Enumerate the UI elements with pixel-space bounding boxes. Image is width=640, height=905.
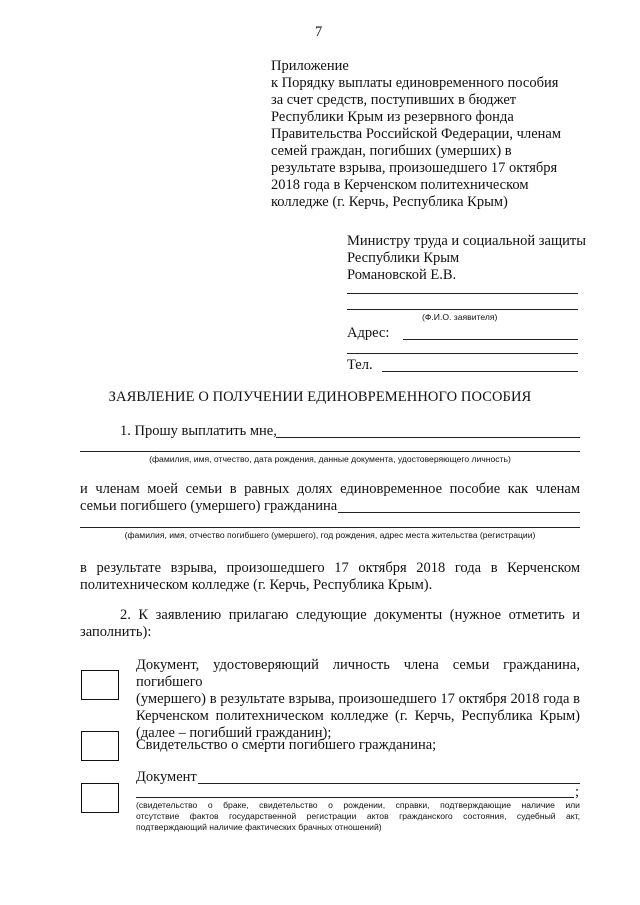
appendix-line: семей граждан, погибших (умерших) в xyxy=(271,143,512,159)
other-document-label: Документ xyxy=(136,769,197,785)
applicant-field-1[interactable] xyxy=(276,437,580,438)
addressee-line: Министру труда и социальной защиты xyxy=(347,233,586,249)
appendix-line: колледже (г. Керчь, Республика Крым) xyxy=(271,194,508,210)
identity-doc-line: (далее – погибший гражданин); xyxy=(136,725,332,741)
death-certificate-checkbox[interactable] xyxy=(81,731,119,761)
page-number: 7 xyxy=(315,24,323,40)
applicant-name-field-1[interactable] xyxy=(347,293,578,294)
appendix-line: Республики Крым из резервного фонда xyxy=(271,109,514,125)
other-document-caption-line: подтверждающий наличие фактических брачных отношений) xyxy=(136,822,382,832)
form-title: ЗАЯВЛЕНИЕ О ПОЛУЧЕНИИ ЕДИНОВРЕМЕННОГО ПОСОБИЯ xyxy=(108,389,532,405)
appendix-line: за счет средств, поступивших в бюджет xyxy=(271,92,517,108)
identity-doc-line: Документ, удостоверяющий личность члена семьи гражданина, погибшего xyxy=(136,657,580,690)
other-document-field-2[interactable] xyxy=(136,797,574,798)
deceased-field-2[interactable] xyxy=(80,527,580,528)
explosion-text: в результате взрыва, произошедшего 17 октября 2018 года в Керченском xyxy=(80,560,580,576)
addressee-line: Романовской Е.В. xyxy=(347,267,457,283)
identity-doc-text xyxy=(136,657,580,742)
identity-doc-checkbox[interactable] xyxy=(81,670,119,700)
appendix-line: 2018 года в Керченском политехническом xyxy=(271,177,529,193)
other-document-caption-line: (свидетельство о браке, свидетельство о рождении, справки, подтверждающие наличие или xyxy=(136,800,580,810)
other-document-caption-line: отсутствие фактов государственной регистрации актов гражданского состояния, судебный акт, xyxy=(136,811,580,821)
appendix-line: Правительства Российской Федерации, членам xyxy=(271,126,562,142)
addressee-block xyxy=(347,233,597,284)
phone-field[interactable] xyxy=(382,371,578,372)
applicant-name-field-2[interactable] xyxy=(347,309,578,310)
appendix-line: результате взрыва, произошедшего 17 октября xyxy=(271,160,558,176)
request-text: 1. Прошу выплатить мне, xyxy=(120,423,277,439)
attachments-intro-cont: заполнить): xyxy=(80,624,152,640)
applicant-field-2[interactable] xyxy=(80,451,580,452)
fio-caption: (Ф.И.О. заявителя) xyxy=(422,312,498,322)
death-certificate-text: Свидетельство о смерти погибшего гражданина; xyxy=(136,737,437,753)
family-members-text: и членам моей семьи в равных долях единовременное пособие как членам xyxy=(80,481,580,497)
deceased-label: семьи погибшего (умершего) гражданина xyxy=(80,498,338,514)
phone-label: Тел. xyxy=(347,357,373,373)
identity-doc-line: Керченском политехническом колледже (г. Керчь, Республика Крым) xyxy=(136,708,580,724)
attachments-intro: 2. К заявлению прилагаю следующие документы (нужное отметить и xyxy=(120,607,580,623)
identity-doc-line: (умершего) в результате взрыва, произошедшего 17 октября 2018 года в xyxy=(136,691,580,707)
addressee-line: Республики Крым xyxy=(347,250,460,266)
other-document-checkbox[interactable] xyxy=(81,783,119,813)
address-field-1[interactable] xyxy=(403,339,578,340)
other-document-terminator: ; xyxy=(575,784,580,800)
deceased-caption: (фамилия, имя, отчество погибшего (умершего), год рождения, адрес места жительства (регистрации) xyxy=(124,530,536,540)
address-field-2[interactable] xyxy=(347,353,578,354)
other-document-caption xyxy=(136,800,580,833)
address-label: Адрес: xyxy=(347,325,390,341)
appendix-line: к Порядку выплаты единовременного пособия xyxy=(271,75,559,91)
explosion-text-cont: политехническом колледже (г. Керчь, Республика Крым). xyxy=(80,577,433,593)
appendix-title: Приложение xyxy=(271,58,349,74)
other-document-field-1[interactable] xyxy=(198,783,580,784)
applicant-caption: (фамилия, имя, отчество, дата рождения, данные документа, удостоверяющего личность) xyxy=(149,454,511,464)
deceased-field-1[interactable] xyxy=(338,512,580,513)
appendix-block xyxy=(271,58,591,211)
